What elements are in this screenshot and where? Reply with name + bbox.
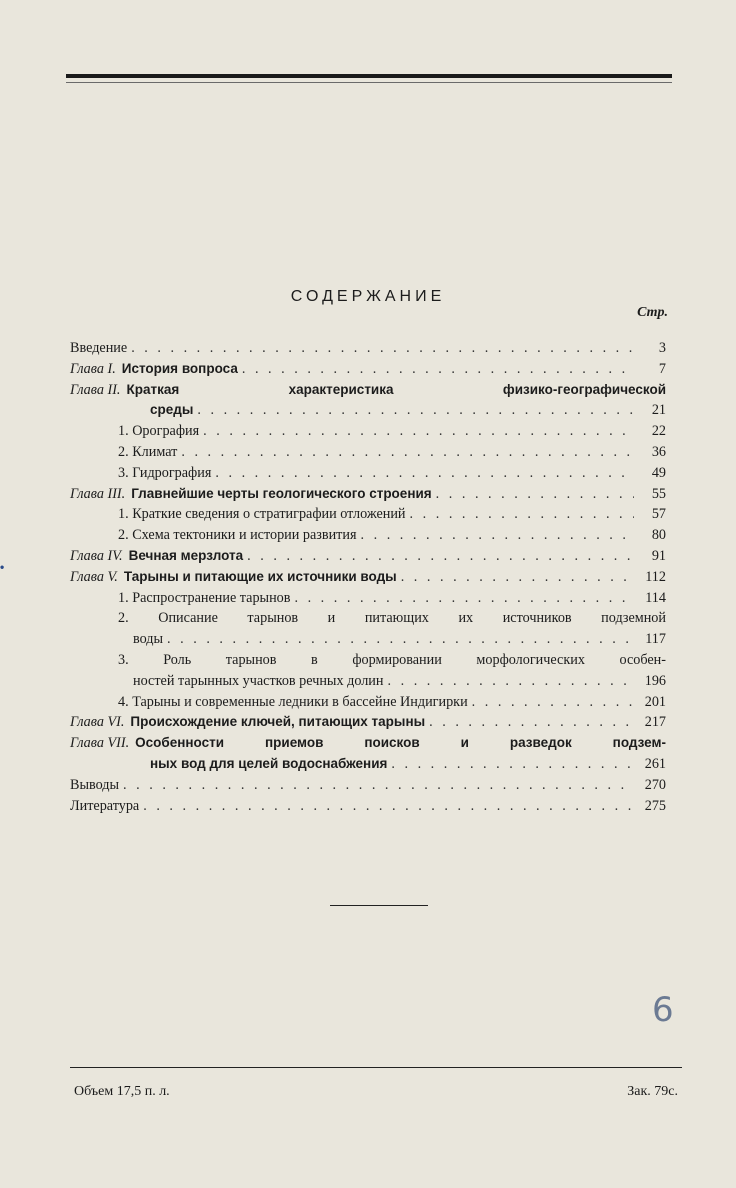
footer-volume: Объем 17,5 п. л. [74,1084,170,1099]
page-title: СОДЕРЖАНИЕ [290,288,446,305]
leader-dots [410,504,634,525]
toc-entry-literature: Литература . . . 275 [70,796,666,817]
leader-dots [197,400,634,421]
leader-dots [167,629,634,650]
toc-entry-intro: Введение . . . 3 [70,338,666,359]
leader-dots [247,546,634,567]
top-rule [66,74,672,78]
toc-entry-chapter-4: Глава IV. Вечная мерзлота . . . 91 [70,546,666,567]
toc-entry-chapter-2-cont: среды . . . 21 [70,400,666,421]
toc-entry-chapter-7-cont: ных вод для целей водоснабжения . . . 261 [70,754,666,775]
leader-dots [401,567,634,588]
margin-mark: • [0,560,5,574]
leader-dots [215,463,634,484]
toc-entry-5-2: 2. Описание тарынов и питающих их источников подземной [118,610,666,627]
top-rule-thin [66,82,672,83]
toc-entry-5-3: 3. Роль тарынов в формировании морфологических особен- [118,651,666,668]
leader-dots [361,525,634,546]
leader-dots [242,359,634,380]
table-of-contents [70,338,666,816]
leader-dots [388,671,635,692]
leader-dots [436,484,634,505]
toc-entry-5-1: 1. Распространение тарынов . . . 114 [70,588,666,609]
toc-entry-chapter-3: Глава III. Главнейшие черты геологического строения . . . 55 [70,484,666,505]
handwritten-number: 6 [652,990,674,1030]
leader-dots [143,796,634,817]
toc-entry-3-1: 1. Краткие сведения о стратиграфии отложений . . . 57 [70,504,666,525]
toc-entry-chapter-6: Глава VI. Происхождение ключей, питающих тарыны . . . 217 [70,712,666,733]
toc-entry-chapter-7: Глава VII. Особенности приемов поисков и разведок подзем- [70,735,666,752]
footer-order: Зак. 79с. [627,1084,678,1099]
leader-dots [294,588,634,609]
leader-dots [181,442,634,463]
toc-entry-chapter-5: Глава V. Тарыны и питающие их источники воды . . . 112 [70,567,666,588]
leader-dots [203,421,634,442]
toc-entry-chapter-2: Глава II. Краткая характеристика физико-географической [70,381,666,398]
leader-dots [391,754,634,775]
leader-dots [123,775,634,796]
leader-dots [429,712,634,733]
end-rule [330,905,428,906]
toc-entry-2-1: 1. Орография . . . 22 [70,421,666,442]
page-column-label: Стр. [637,305,668,320]
toc-entry-2-2: 2. Климат . . . 36 [70,442,666,463]
leader-dots [472,692,634,713]
toc-entry-5-3-cont: ностей тарынных участков речных долин . . . 196 [70,671,666,692]
toc-entry-conclusions: Выводы . . . 270 [70,775,666,796]
toc-entry-chapter-1: Глава I. История вопроса . . . 7 [70,359,666,380]
toc-entry-3-2: 2. Схема тектоники и истории развития . . . 80 [70,525,666,546]
toc-entry-2-3: 3. Гидрография . . . 49 [70,463,666,484]
leader-dots [131,338,634,359]
toc-entry-5-4: 4. Тарыны и современные ледники в бассейне Индигирки . . . 201 [70,692,666,713]
footer-rule [70,1067,682,1068]
toc-entry-5-2-cont: воды . . . 117 [70,629,666,650]
